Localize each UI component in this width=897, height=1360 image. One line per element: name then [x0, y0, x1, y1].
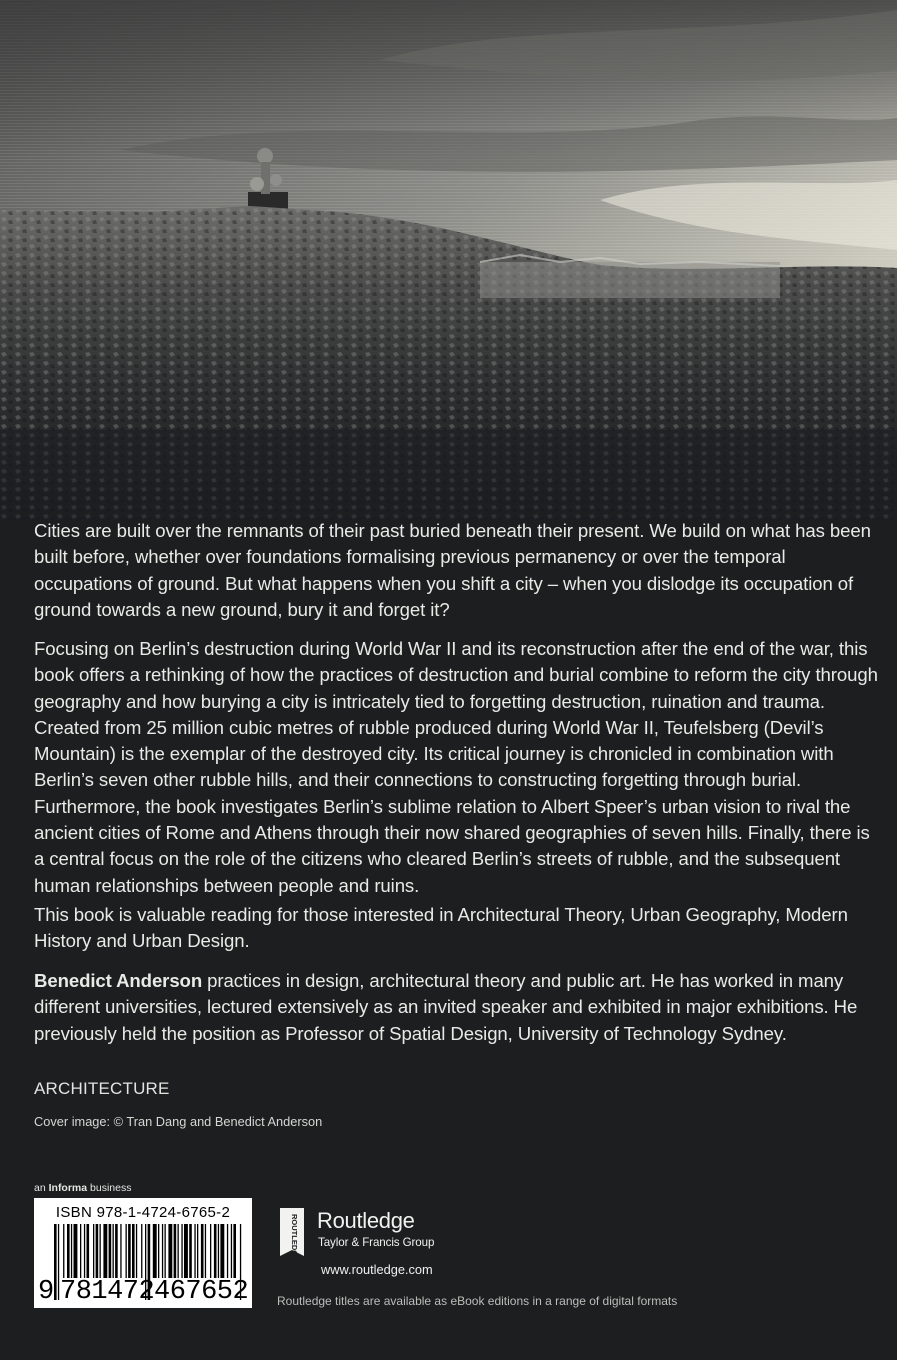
barcode-right-digits: 467652 — [154, 1277, 249, 1307]
barcode-bar — [96, 1224, 99, 1278]
description-text-1: Cities are built over the remnants of their past buried beneath their present. We build on what has been built before, whether over foundations formalising previous permanency or over the temporal occupations of ground. But what happens when you shift a city – when you dislodge its occupation of ground towards a new ground, bury it and forget it? — [34, 520, 871, 620]
barcode-bar — [233, 1224, 236, 1278]
barcode-bar — [136, 1224, 137, 1278]
isbn-label: ISBN 978-1-4724-6765-2 — [55, 1204, 231, 1221]
barcode-bar — [100, 1224, 101, 1278]
barcode-bar — [231, 1224, 232, 1278]
barcode-bar — [120, 1224, 121, 1278]
isbn-barcode — [34, 1198, 252, 1308]
informa-prefix: an — [34, 1182, 49, 1194]
barcode-left-digits: 781472 — [60, 1277, 155, 1307]
barcode-bar — [141, 1224, 142, 1278]
barcode-bar — [181, 1224, 182, 1278]
barcode-bar — [63, 1224, 64, 1278]
description-paragraph-2 — [34, 636, 880, 899]
barcode-bar — [132, 1224, 135, 1278]
barcode-bar — [109, 1224, 112, 1278]
description-paragraph-3 — [34, 902, 880, 955]
publisher-name: Routledge — [317, 1208, 415, 1233]
ebook-availability-note: Routledge titles are available as eBook editions in a range of digital formats — [277, 1294, 678, 1308]
barcode-bar — [67, 1224, 70, 1278]
barcode-bar — [113, 1224, 114, 1278]
barcode-bar — [103, 1224, 107, 1278]
author-bio — [34, 968, 880, 1047]
author-name: Benedict Anderson — [34, 970, 203, 991]
barcode-bar — [165, 1224, 166, 1278]
barcode-bar — [197, 1224, 198, 1278]
barcode-bar — [80, 1224, 81, 1278]
informa-business-label — [34, 1182, 131, 1194]
publisher-subtitle: Taylor & Francis Group — [318, 1236, 435, 1249]
barcode-bar — [227, 1224, 228, 1278]
description-paragraph-1 — [34, 518, 880, 623]
barcode-bar — [126, 1224, 127, 1278]
barcode-bar — [218, 1224, 219, 1278]
author-bio-text: practices in design, architectural theory and public art. He has worked in many different universities, lectured extensively as an invited speaker and exhibited in major exhibitions. He previously held the position as Professor of Spatial Design, University of Technology Sydney. — [34, 970, 858, 1044]
informa-suffix: business — [87, 1182, 132, 1194]
barcode-first-digit: 9 — [38, 1277, 55, 1307]
barcode-bar — [210, 1224, 211, 1278]
description-text-3: This book is valuable reading for those interested in Architectural Theory, Urban Geography, Modern History and Urban Design. — [34, 904, 848, 952]
barcode-bar — [184, 1224, 188, 1278]
barcode-bar — [153, 1224, 157, 1278]
cover-image-credit: Cover image: © Tran Dang and Benedict Anderson — [34, 1114, 323, 1129]
barcode-bar — [87, 1224, 90, 1278]
publisher-website: www.routledge.com — [321, 1262, 433, 1277]
description-text-2: Focusing on Berlin’s destruction during World War II and its reconstruction after the end of the war, this book offers a rethinking of how the practices of destruction and burial combine to reform the city through geography and how burying a city is intricately tied to forgetting destruction, ruination and trauma. Created from 25 million cubic metres of rubble produced during World War II, Teufelsberg (Devil’s Mountain) is the exemplar of the destroyed city. Its critical journey is chronicled in combination with Berlin’s seven other rubble hills, and their connections to constructing forgetting through burial. Furthermore, the book investigates Berlin’s sublime relation to Albert Speer’s urban vision to rival the ancient cities of Rome and Athens through their now shared geographies of seven hills. Finally, there is a central focus on the role of the citizens who cleared Berlin’s streets of rubble, and the subsequent human relationships between people and ruins. — [34, 638, 878, 896]
barcode-bar — [84, 1224, 85, 1278]
barcode-bar — [174, 1224, 177, 1278]
informa-brand: Informa — [48, 1182, 88, 1194]
barcode-bar — [189, 1224, 192, 1278]
barcode-bar — [93, 1224, 94, 1278]
barcode-bar — [162, 1224, 163, 1278]
barcode-bar — [158, 1224, 159, 1278]
barcode-bar — [74, 1224, 78, 1278]
barcode-bar — [71, 1224, 72, 1278]
cover-illustration — [0, 0, 897, 520]
barcode-bar — [178, 1224, 179, 1278]
barcode-bar — [194, 1224, 195, 1278]
barcode-digits — [34, 1277, 252, 1305]
barcode-bar — [168, 1224, 172, 1278]
barcode-bar — [128, 1224, 131, 1278]
routledge-logo — [277, 1206, 307, 1258]
barcode-bar — [220, 1224, 224, 1278]
subject-category: ARCHITECTURE — [34, 1079, 170, 1098]
barcode-bar — [115, 1224, 118, 1278]
barcode-bar — [214, 1224, 217, 1278]
barcode-bar — [201, 1224, 204, 1278]
barcode-bar — [205, 1224, 206, 1278]
routledge-logo-text: ROUTLEDGE — [290, 1214, 299, 1258]
